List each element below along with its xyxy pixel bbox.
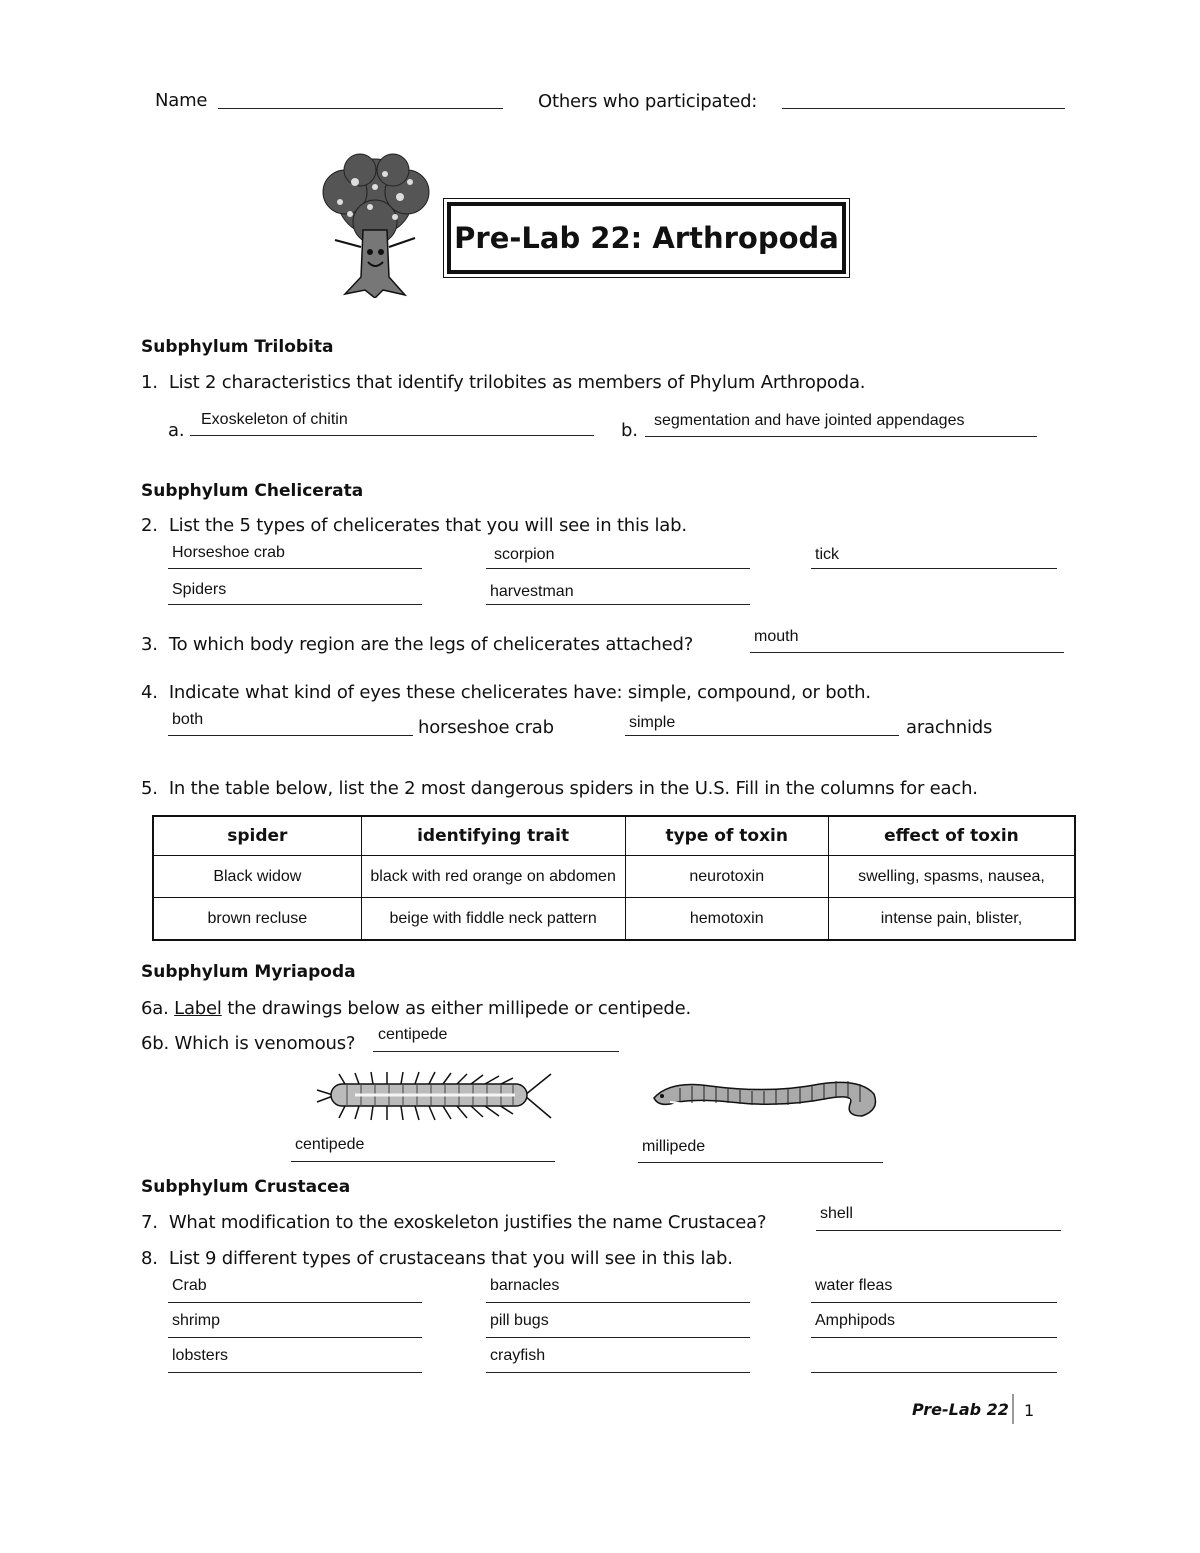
q4-horseshoe-line[interactable]: [168, 735, 413, 736]
table-header-trait: identifying trait: [361, 816, 625, 856]
q2-line-1[interactable]: [168, 568, 422, 569]
answer-1b: segmentation and have jointed appendages: [654, 412, 965, 429]
q8-line-6[interactable]: [811, 1337, 1057, 1338]
answer-a-label: a.: [168, 420, 185, 441]
footer-divider: [1012, 1394, 1014, 1424]
question-1-text: List 2 characteristics that identify trilobites as members of Phylum Arthropoda.: [168, 372, 866, 393]
q4-arachnid-answer: simple: [629, 714, 676, 731]
heading-crustacea: Subphylum Crustacea: [141, 1177, 351, 1197]
question-6a-underlined: Label: [174, 998, 222, 1019]
q2-answer-1: Horseshoe crab: [172, 544, 285, 561]
question-6a-number: 6a.: [141, 998, 169, 1019]
q4-arachnid-line[interactable]: [625, 735, 899, 736]
q8-line-3[interactable]: [811, 1302, 1057, 1303]
table-header-toxin-type: type of toxin: [625, 816, 828, 856]
q8-answer-8: crayfish: [490, 1347, 546, 1364]
millipede-drawing-image: [650, 1072, 880, 1120]
q3-line[interactable]: [750, 652, 1064, 653]
answer-1b-line[interactable]: [645, 436, 1037, 437]
table-cell[interactable]: beige with fiddle neck pattern: [361, 898, 625, 941]
table-cell[interactable]: intense pain, blister,: [828, 898, 1075, 941]
question-8: 8. List 9 different types of crustaceans that you will see in this lab.: [141, 1248, 733, 1269]
heading-chelicerata: Subphylum Chelicerata: [141, 481, 364, 501]
q2-line-5[interactable]: [486, 604, 750, 605]
q2-answer-5: harvestman: [490, 583, 574, 600]
page-number: 1: [1024, 1401, 1035, 1420]
q2-line-3[interactable]: [811, 568, 1057, 569]
heading-myriapoda: Subphylum Myriapoda: [141, 962, 356, 982]
heading-trilobita: Subphylum Trilobita: [141, 337, 334, 357]
answer-1a-line[interactable]: [190, 435, 594, 436]
centipede-label-line[interactable]: [291, 1161, 555, 1162]
question-5: 5. In the table below, list the 2 most dangerous spiders in the U.S. Fill in the columns for each.: [141, 778, 978, 799]
q4-horseshoe-label: horseshoe crab: [418, 717, 554, 738]
table-cell[interactable]: swelling, spasms, nausea,: [828, 856, 1075, 898]
q8-line-5[interactable]: [486, 1337, 750, 1338]
q8-line-9[interactable]: [811, 1372, 1057, 1373]
name-label: Name: [155, 90, 208, 111]
table-header-spider: spider: [153, 816, 361, 856]
table-cell[interactable]: brown recluse: [153, 898, 361, 941]
table-cell[interactable]: black with red orange on abdomen: [361, 856, 625, 898]
table-cell[interactable]: neurotoxin: [625, 856, 828, 898]
table-row: [153, 898, 1075, 941]
table-cell[interactable]: Black widow: [153, 856, 361, 898]
q2-answer-3: tick: [815, 546, 839, 563]
q8-answer-5: pill bugs: [490, 1312, 549, 1329]
question-6b: 6b. Which is venomous?: [141, 1033, 356, 1054]
others-field-line[interactable]: [782, 108, 1065, 109]
millipede-label: millipede: [642, 1138, 706, 1155]
others-label: Others who participated:: [538, 91, 758, 112]
q8-line-8[interactable]: [486, 1372, 750, 1373]
question-1: 1. List 2 characteristics that identify trilobites as members of Phylum Arthropoda.: [141, 372, 866, 393]
centipede-drawing-image: [315, 1070, 555, 1122]
footer-label: Pre-Lab 22: [912, 1400, 1009, 1419]
q8-answer-4: shrimp: [172, 1312, 221, 1329]
q2-line-2[interactable]: [486, 568, 750, 569]
q6b-line[interactable]: [373, 1051, 619, 1052]
q8-line-1[interactable]: [168, 1302, 422, 1303]
q4-arachnid-label: arachnids: [906, 717, 993, 738]
table-header-toxin-effect: effect of toxin: [828, 816, 1075, 856]
q7-line[interactable]: [816, 1230, 1061, 1231]
question-6a: [141, 998, 691, 1019]
question-6a-text: the drawings below as either millipede or centipede.: [227, 998, 691, 1019]
question-2-text: List the 5 types of chelicerates that you will see in this lab.: [168, 515, 687, 536]
table-row: [153, 856, 1075, 898]
q8-answer-2: barnacles: [490, 1277, 560, 1294]
name-field-line[interactable]: [218, 108, 503, 109]
centipede-label: centipede: [295, 1136, 365, 1153]
q8-answer-1: Crab: [172, 1277, 207, 1294]
q2-answer-2: scorpion: [494, 546, 555, 563]
q8-line-7[interactable]: [168, 1372, 422, 1373]
q8-answer-3: water fleas: [815, 1277, 893, 1294]
question-7: 7. What modification to the exoskeleton justifies the name Crustacea?: [141, 1212, 767, 1233]
q7-answer: shell: [820, 1205, 853, 1222]
question-3-text: To which body region are the legs of chelicerates attached?: [168, 634, 694, 655]
answer-b-label: b.: [621, 420, 638, 441]
question-8-text: List 9 different types of crustaceans that you will see in this lab.: [168, 1248, 733, 1269]
answer-1a: Exoskeleton of chitin: [201, 411, 348, 428]
page-title: Pre-Lab 22: Arthropoda: [447, 202, 846, 274]
question-3: 3. To which body region are the legs of chelicerates attached?: [141, 634, 694, 655]
q2-answer-4: Spiders: [172, 581, 227, 598]
question-4: 4. Indicate what kind of eyes these chelicerates have: simple, compound, or both.: [141, 682, 871, 703]
question-2: 2. List the 5 types of chelicerates that you will see in this lab.: [141, 515, 687, 536]
q8-line-2[interactable]: [486, 1302, 750, 1303]
tree-mascot-image: [315, 152, 435, 298]
question-4-text: Indicate what kind of eyes these chelicerates have: simple, compound, or both.: [168, 682, 871, 703]
q2-line-4[interactable]: [168, 604, 422, 605]
spider-table: [152, 815, 1076, 941]
q8-line-4[interactable]: [168, 1337, 422, 1338]
millipede-label-line[interactable]: [638, 1162, 883, 1163]
q8-answer-7: lobsters: [172, 1347, 229, 1364]
q4-horseshoe-answer: both: [172, 711, 204, 728]
table-cell[interactable]: hemotoxin: [625, 898, 828, 941]
q8-answer-6: Amphipods: [815, 1312, 896, 1329]
table-header-row: [153, 816, 1075, 856]
q3-answer: mouth: [754, 628, 799, 645]
q6b-answer: centipede: [378, 1026, 448, 1043]
question-7-text: What modification to the exoskeleton justifies the name Crustacea?: [168, 1212, 767, 1233]
question-5-text: In the table below, list the 2 most dangerous spiders in the U.S. Fill in the columns for each.: [168, 778, 978, 799]
